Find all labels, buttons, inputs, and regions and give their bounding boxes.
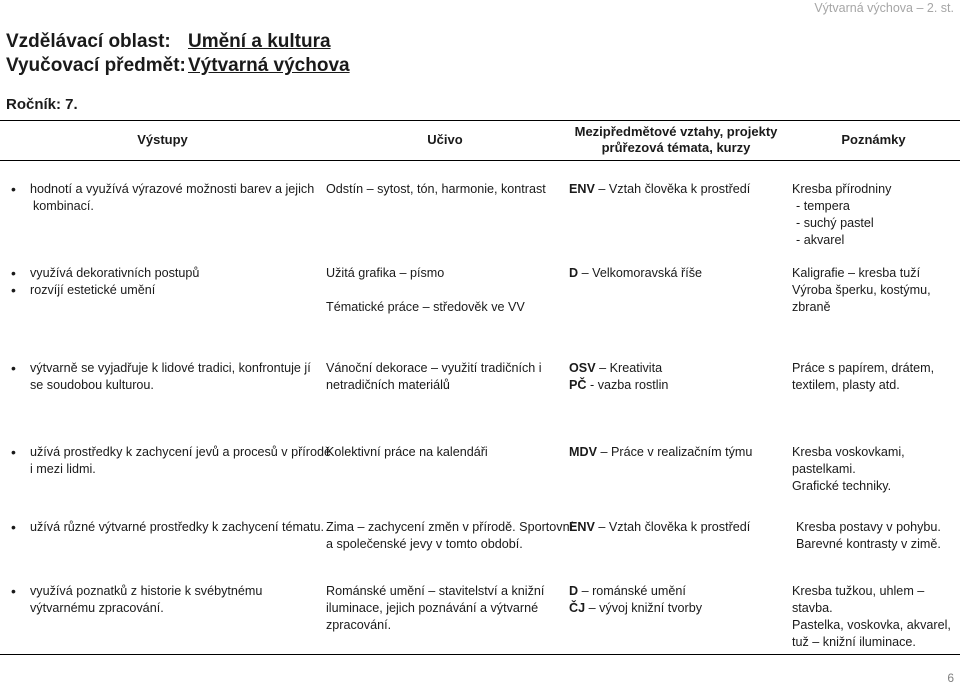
outcome-continuation: se soudobou kulturou.	[30, 378, 154, 392]
theme-code: ENV	[569, 520, 595, 534]
outcome-item: • hodnotí a využívá výrazové možnosti barev a jejich	[8, 181, 314, 198]
outcome-item: • užívá prostředky k zachycení jevů a procesů v přírodě	[8, 444, 331, 461]
outcome-cell	[8, 265, 199, 299]
cross-curricular-cell	[569, 519, 750, 536]
notes-line: zbraně	[792, 300, 831, 314]
curriculum-cell	[326, 360, 542, 394]
curriculum-line: a společenské jevy v tomto období.	[326, 537, 523, 551]
curriculum-line: netradičních materiálů	[326, 378, 450, 392]
cross-curricular-cell	[569, 583, 702, 617]
outcome-continuation: i mezi lidmi.	[30, 462, 96, 476]
curriculum-line: Užitá grafika – písmo	[326, 266, 445, 280]
curriculum-cell	[326, 265, 525, 316]
cross-curricular-cell	[569, 265, 702, 282]
notes-line: Kaligrafie – kresba tuží	[792, 266, 921, 280]
cross-curricular-header-line-1: Mezipředmětové vztahy, projekty	[574, 124, 778, 139]
column-header-outcomes: Výstupy	[137, 132, 188, 147]
header-bottom-border	[0, 160, 960, 161]
theme-code: MDV	[569, 445, 597, 459]
cross-curricular-line	[569, 360, 668, 377]
subject-heading	[6, 55, 350, 77]
notes-line: pastelkami.	[792, 462, 856, 476]
curriculum-cell	[326, 181, 546, 198]
outcome-cell	[8, 360, 311, 394]
theme-code: D	[569, 266, 579, 280]
theme-text: – Práce v realizačním týmu	[597, 445, 753, 459]
grade-heading: Ročník: 7.	[6, 96, 78, 113]
theme-code: OSV	[569, 361, 596, 375]
notes-line: tuž – knižní iluminace.	[792, 635, 916, 649]
cross-curricular-cell	[569, 444, 752, 461]
notes-cell	[792, 444, 905, 495]
education-area-value: Umění a kultura	[188, 31, 331, 52]
theme-code: ČJ	[569, 601, 586, 615]
outcome-cell	[8, 519, 324, 536]
notes-line: Práce s papírem, drátem,	[792, 361, 935, 375]
theme-code: D	[569, 584, 579, 598]
curriculum-line: iluminace, jejich poznávání a výtvarné	[326, 601, 539, 615]
cross-curricular-line	[569, 444, 752, 461]
outcome-item: • využívá dekorativních postupů	[8, 265, 199, 282]
cross-curricular-cell	[569, 360, 668, 394]
outcome-cell	[8, 444, 331, 478]
notes-cell	[792, 360, 934, 394]
education-area-label: Vzdělávací oblast:	[6, 31, 171, 52]
outcome-item: • užívá různé výtvarné prostředky k zachycení tématu.	[8, 519, 324, 536]
cross-curricular-line	[569, 600, 702, 617]
notes-line: - tempera	[796, 199, 850, 213]
notes-line: Kresba voskovkami,	[792, 445, 905, 459]
notes-cell	[792, 583, 951, 651]
curriculum-line: Kolektivní práce na kalendáři	[326, 445, 488, 459]
table-top-border	[0, 120, 960, 121]
column-header-notes: Poznámky	[841, 132, 906, 147]
notes-line: Barevné kontrasty v zimě.	[796, 537, 941, 551]
theme-code: PČ	[569, 378, 587, 392]
cross-curricular-line	[569, 519, 750, 536]
outcome-continuation: kombinací.	[33, 199, 94, 213]
theme-text: – Kreativita	[595, 361, 663, 375]
theme-text: - vazba rostlin	[586, 378, 669, 392]
curriculum-spacer	[326, 282, 525, 299]
cross-curricular-cell	[569, 181, 750, 198]
subject-value: Výtvarná výchova	[188, 55, 350, 76]
cross-curricular-line	[569, 377, 668, 394]
notes-line: Kresba tužkou, uhlem –	[792, 584, 925, 598]
outcome-item: • výtvarně se vyjadřuje k lidové tradici, konfrontuje jí	[8, 360, 311, 377]
notes-line: Grafické techniky.	[792, 479, 892, 493]
notes-line: Kresba přírodniny	[792, 182, 892, 196]
theme-code: ENV	[569, 182, 595, 196]
curriculum-cell	[326, 444, 488, 461]
outcome-cell	[8, 181, 314, 215]
curriculum-line: zpracování.	[326, 618, 392, 632]
curriculum-line: Románské umění – stavitelství a knižní	[326, 584, 545, 598]
cross-curricular-header-line-2: průřezová témata, kurzy	[601, 140, 751, 155]
curriculum-line: Zima – zachycení změn v přírodě. Sportovní	[326, 520, 574, 534]
notes-line: - akvarel	[796, 233, 845, 247]
page-number: 6	[947, 671, 954, 685]
curriculum-line: Tématické práce – středověk ve VV	[326, 300, 525, 314]
curriculum-line: Odstín – sytost, tón, harmonie, kontrast	[326, 182, 546, 196]
curriculum-cell	[326, 583, 544, 634]
notes-cell	[792, 181, 891, 249]
document-header-note: Výtvarná výchova – 2. st.	[814, 1, 954, 15]
theme-text: – vývoj knižní tvorby	[585, 601, 702, 615]
notes-line: - suchý pastel	[796, 216, 874, 230]
cross-curricular-line	[569, 583, 702, 600]
notes-line: Kresba postavy v pohybu.	[796, 520, 941, 534]
outcome-item: • rozvíjí estetické umění	[8, 282, 199, 299]
theme-text: – Vztah člověka k prostředí	[594, 520, 751, 534]
column-header-curriculum: Učivo	[427, 132, 463, 147]
notes-line: stavba.	[792, 601, 833, 615]
theme-text: – Velkomoravská říše	[578, 266, 702, 280]
notes-line: Výroba šperku, kostýmu,	[792, 283, 931, 297]
notes-line: textilem, plasty atd.	[792, 378, 900, 392]
education-area-heading	[6, 31, 331, 53]
subject-label: Vyučovací předmět:	[6, 55, 186, 76]
notes-cell	[792, 265, 931, 316]
theme-text: – Vztah člověka k prostředí	[594, 182, 751, 196]
outcome-cell	[8, 583, 262, 617]
notes-cell	[796, 519, 941, 553]
cross-curricular-line	[569, 265, 702, 282]
curriculum-cell	[326, 519, 573, 553]
outcome-continuation: výtvarnému zpracování.	[30, 601, 164, 615]
curriculum-line: Vánoční dekorace – využití tradičních i	[326, 361, 542, 375]
column-header-cross-curricular	[565, 124, 787, 156]
notes-line: Pastelka, voskovka, akvarel,	[792, 618, 951, 632]
theme-text: – románské umění	[578, 584, 686, 598]
cross-curricular-line	[569, 181, 750, 198]
table-bottom-border	[0, 654, 960, 655]
outcome-item: • využívá poznatků z historie k svébytnému	[8, 583, 262, 600]
